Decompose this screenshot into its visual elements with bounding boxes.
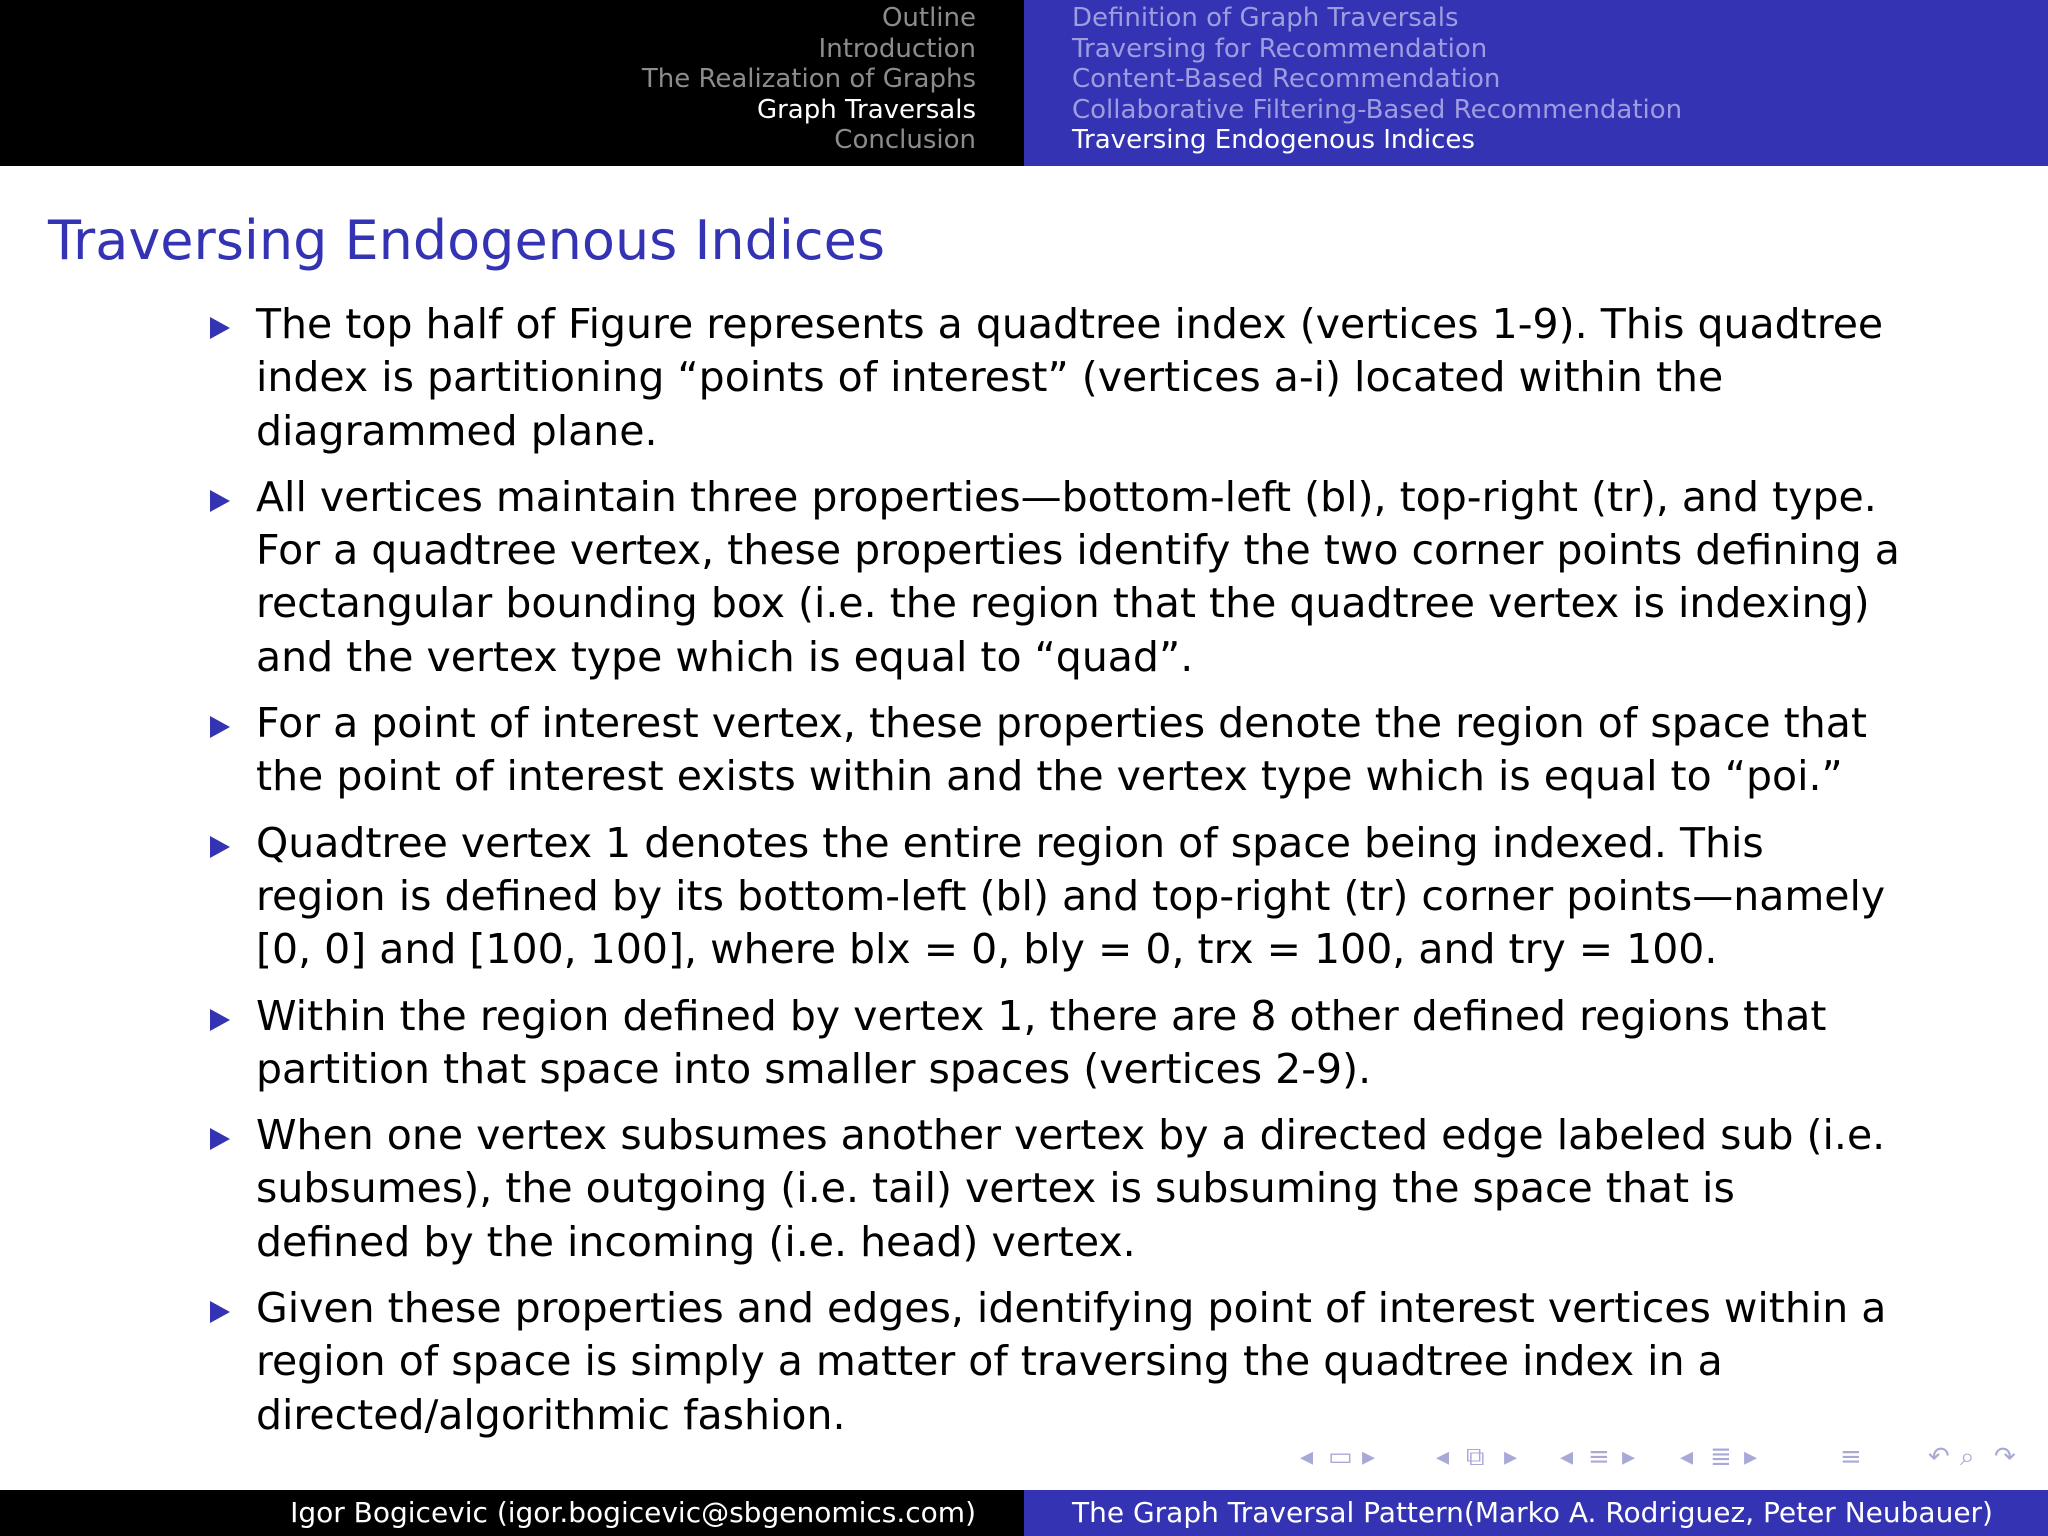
footer-author-panel	[0, 1490, 1024, 1536]
bullet-text-vertex-1-region: Quadtree vertex 1 denotes the entire region of space being indexed. This region is defined by its bottom-left (bl) and top-right (tr) corner points—namely [0, 0] and [100, 100], where blx = 0, bly = 0, trx = 100, and try = 100.	[256, 818, 1886, 974]
nav-subsection-collaborative-filtering[interactable]: Collaborative Filtering-Based Recommendation	[1072, 94, 1683, 125]
subsubsection-prev-icon[interactable]: ◂	[1680, 1442, 1694, 1472]
footer-bar	[0, 1490, 2048, 1536]
bullet-item	[200, 1282, 1900, 1442]
subsection-list	[1072, 3, 1682, 156]
subsection-icon[interactable]: ⧉	[1466, 1442, 1485, 1472]
search-icon[interactable]: ⌕	[1960, 1442, 1975, 1472]
section-prev-icon[interactable]: ◂	[1560, 1442, 1574, 1472]
triangle-bullet-icon	[210, 836, 230, 858]
triangle-bullet-icon	[210, 716, 230, 738]
back-icon[interactable]: ↶	[1928, 1442, 1950, 1472]
subsection-navigation	[1024, 0, 2048, 166]
frame-icon[interactable]: ▭	[1328, 1442, 1353, 1472]
footer-talk-title: The Graph Traversal Pattern(Marko A. Rodriguez, Peter Neubauer)	[1072, 1496, 1993, 1529]
bullet-item	[200, 471, 1900, 684]
nav-subsection-content-based[interactable]: Content-Based Recommendation	[1072, 64, 1501, 94]
triangle-bullet-icon	[210, 490, 230, 512]
section-icon[interactable]: ≡	[1588, 1442, 1610, 1472]
header-bar	[0, 0, 2048, 166]
triangle-bullet-icon	[210, 1128, 230, 1150]
bullet-text-traversal-fashion: Given these properties and edges, identifying point of interest vertices within a region of space is simply a matter of traversing the quadtree index in a directed/algorithmic fashion.	[256, 1284, 1887, 1439]
bullet-item	[200, 1109, 1900, 1269]
nav-subsection-endogenous-indices[interactable]: Traversing Endogenous Indices	[1072, 125, 1475, 155]
section-list	[642, 3, 976, 156]
nav-subsection-traversing-recommendation[interactable]: Traversing for Recommendation	[1072, 33, 1488, 64]
nav-section-introduction[interactable]: Introduction	[818, 33, 976, 64]
bullet-item	[200, 697, 1900, 804]
bullet-text-vertex-properties: All vertices maintain three properties—bottom-left (bl), top-right (tr), and type. For a quadtree vertex, these properties identify the two corner points defining a rectangular bounding box (i.e. the region that the quadtree vertex is indexing) and the vertex type which is equal to “quad”.	[256, 472, 1900, 681]
bullet-item	[200, 817, 1900, 977]
section-navigation	[0, 0, 1024, 166]
nav-section-graph-traversals[interactable]: Graph Traversals	[756, 94, 976, 125]
footer-author: Igor Bogicevic (igor.bogicevic@sbgenomics.com)	[290, 1496, 976, 1529]
frame-next-icon[interactable]: ▸	[1362, 1442, 1376, 1472]
bullet-text-poi-vertex: For a point of interest vertex, these properties denote the region of space that the point of interest exists within and the vertex type which is equal to “poi.”	[256, 699, 1867, 801]
triangle-bullet-icon	[210, 1009, 230, 1031]
subsection-prev-icon[interactable]: ◂	[1436, 1442, 1450, 1472]
frame-prev-icon[interactable]: ◂	[1300, 1442, 1314, 1472]
subsection-next-icon[interactable]: ▸	[1504, 1442, 1518, 1472]
triangle-bullet-icon	[210, 317, 230, 339]
forward-icon[interactable]: ↷	[1994, 1442, 2016, 1472]
nav-section-realization-of-graphs[interactable]: The Realization of Graphs	[641, 64, 976, 94]
slide-title: Traversing Endogenous Indices	[48, 209, 885, 272]
beamer-navigation-symbols	[1300, 1442, 2040, 1476]
nav-subsection-definition[interactable]: Definition of Graph Traversals	[1072, 3, 1459, 33]
footer-title-panel	[1024, 1490, 2048, 1536]
triangle-bullet-icon	[210, 1301, 230, 1323]
bullet-list	[200, 298, 1900, 1455]
subsubsection-icon[interactable]: ≣	[1710, 1442, 1732, 1472]
subsubsection-next-icon[interactable]: ▸	[1744, 1442, 1758, 1472]
appendix-icon[interactable]: ≡	[1840, 1442, 1862, 1472]
nav-section-conclusion[interactable]: Conclusion	[834, 125, 976, 155]
section-next-icon[interactable]: ▸	[1622, 1442, 1636, 1472]
bullet-text-subsumes-edge: When one vertex subsumes another vertex by a directed edge labeled sub (i.e. subsumes), the outgoing (i.e. tail) vertex is subsuming the space that is defined by the incoming (i.e. head) vertex.	[256, 1111, 1886, 1266]
bullet-item	[200, 990, 1900, 1097]
nav-section-outline[interactable]: Outline	[881, 3, 976, 33]
bullet-item	[200, 298, 1900, 458]
bullet-text-partition-regions: Within the region defined by vertex 1, there are 8 other defined regions that partition that space into smaller spaces (vertices 2-9).	[256, 991, 1827, 1093]
bullet-text-quadtree-index: The top half of Figure represents a quadtree index (vertices 1-9). This quadtree index is partitioning “points of interest” (vertices a-i) located within the diagrammed plane.	[256, 300, 1884, 455]
